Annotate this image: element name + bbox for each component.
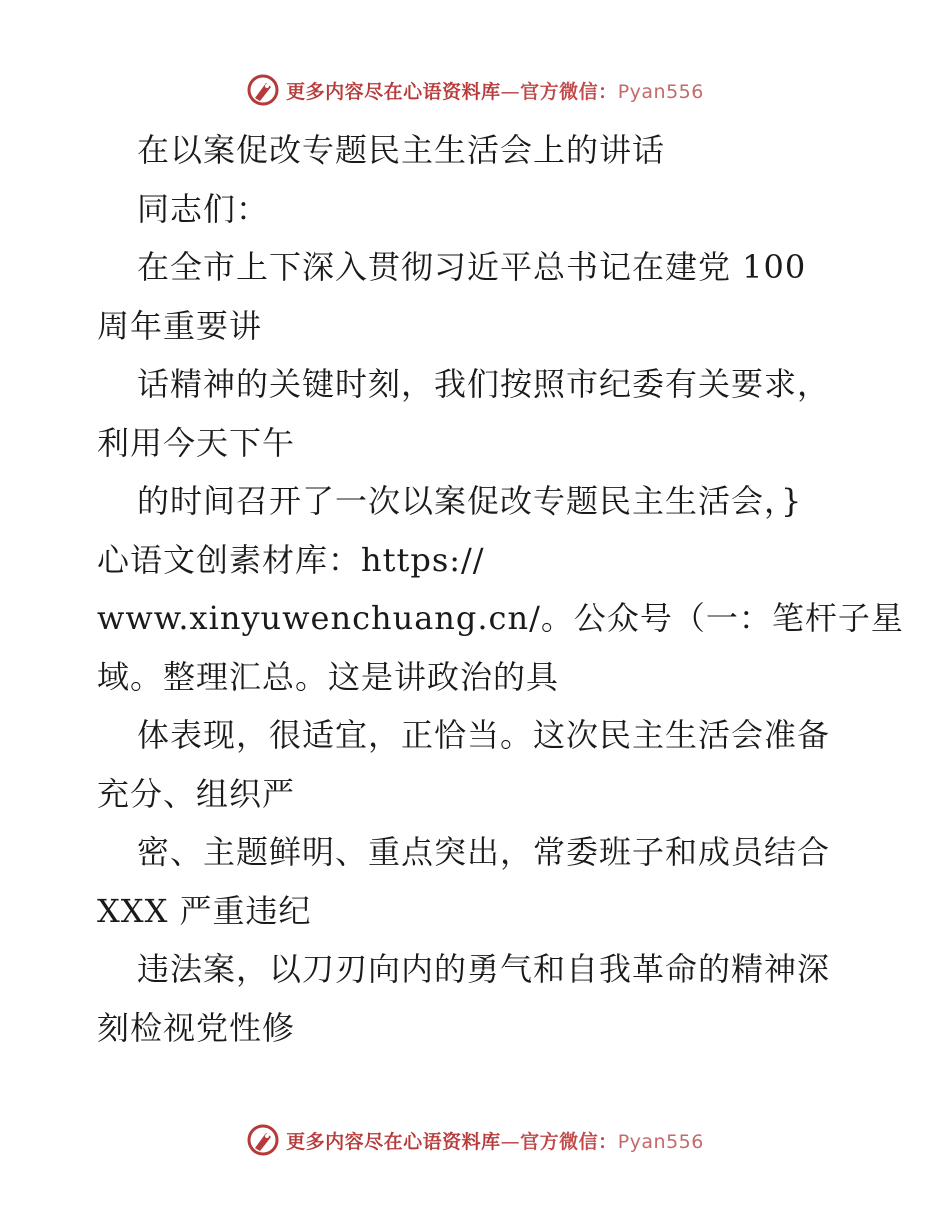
text-line: 话精神的关键时刻，我们按照市纪委有关要求， bbox=[137, 365, 831, 403]
text-line: 在全市上下深入贯彻习近平总书记在建党 100 bbox=[137, 248, 807, 286]
text-line: 的时间召开了一次以案促改专题民主生活会，} bbox=[137, 482, 803, 520]
watermark-sub: 官方微信： bbox=[520, 80, 618, 103]
text-line: 利用今天下午 bbox=[97, 423, 296, 462]
header-watermark-inner bbox=[246, 73, 704, 107]
pen-nib-circle-icon bbox=[246, 1123, 280, 1157]
text-line: www.xinyuwenchuang.cn/。公众号（一：笔杆子星 bbox=[97, 599, 904, 637]
text-line: 体表现，很适宜，正恰当。这次民主生活会准备 bbox=[137, 716, 831, 754]
watermark-separator: — bbox=[500, 1130, 521, 1153]
text-line: 心语文创素材库：https:// bbox=[97, 540, 485, 579]
watermark-wechat: Pyan556 bbox=[617, 80, 704, 103]
document-title: 在以案促改专题民主生活会上的讲话 bbox=[137, 131, 666, 169]
footer-watermark bbox=[0, 1120, 950, 1160]
document-body bbox=[97, 121, 904, 1057]
footer-watermark-inner bbox=[246, 1123, 704, 1157]
salutation: 同志们： bbox=[137, 189, 270, 228]
text-line: 违法案，以刀刃向内的勇气和自我革命的精神深 bbox=[137, 950, 831, 988]
watermark-sub: 官方微信： bbox=[520, 1130, 618, 1153]
watermark-separator: — bbox=[500, 80, 521, 103]
text-line: XXX 严重违纪 bbox=[97, 891, 312, 930]
text-line: 刻检视党性修 bbox=[97, 1008, 296, 1047]
header-watermark bbox=[0, 70, 950, 110]
text-line: 密、主题鲜明、重点突出，常委班子和成员结合 bbox=[137, 833, 831, 871]
watermark-main: 更多内容尽在心语资料库 bbox=[286, 1130, 501, 1153]
text-line: 周年重要讲 bbox=[97, 306, 263, 345]
watermark-text bbox=[286, 1127, 704, 1154]
text-line: 充分、组织严 bbox=[97, 774, 296, 813]
pen-nib-circle-icon bbox=[246, 73, 280, 107]
watermark-main: 更多内容尽在心语资料库 bbox=[286, 80, 501, 103]
watermark-text bbox=[286, 77, 704, 104]
text-line: 域。整理汇总。这是讲政治的具 bbox=[97, 657, 560, 696]
watermark-wechat: Pyan556 bbox=[617, 1130, 704, 1153]
